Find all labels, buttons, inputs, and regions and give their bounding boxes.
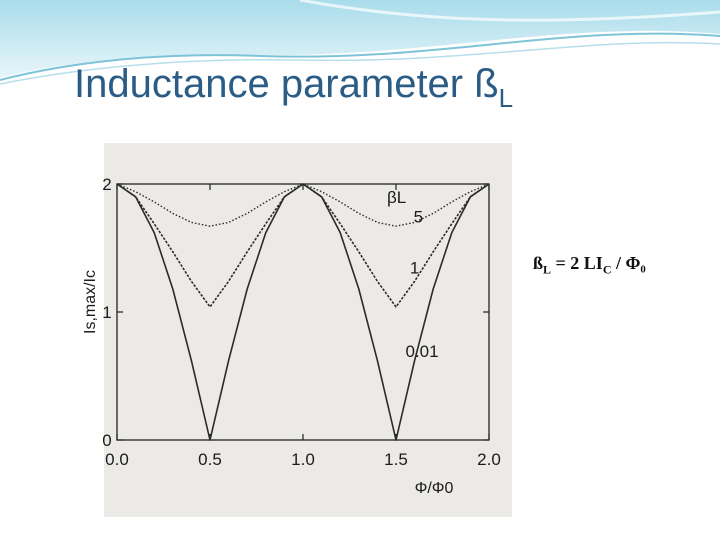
slide-title	[74, 62, 514, 113]
figure-panel	[82, 143, 512, 517]
series-label-1: 1	[409, 258, 420, 278]
series-line-5	[117, 184, 489, 226]
x-tick-label: 1.0	[291, 450, 315, 469]
x-tick-label: 0.5	[198, 450, 222, 469]
critical-current-chart	[82, 143, 512, 517]
series-label-5: 5	[413, 207, 424, 227]
series-label-0-01: 0.01	[405, 341, 439, 361]
y-tick-label: 2	[102, 175, 112, 194]
formula-subscript-c: C	[602, 262, 612, 277]
formula-middle: = 2 LI	[551, 253, 603, 273]
x-tick-label: 0.0	[105, 450, 129, 469]
formula-prefix: ß	[533, 253, 544, 273]
y-tick-label: 1	[102, 303, 112, 322]
slide-title-subscript: L	[498, 83, 514, 113]
legend-title: βL	[387, 188, 407, 207]
y-axis-label: Is,max/Ic	[82, 269, 99, 335]
x-axis-label: Φ/Φ0	[414, 480, 454, 497]
slide-title-main: Inductance parameter ß	[74, 62, 499, 106]
formula-suffix: / Φ₀	[611, 253, 646, 273]
series-line-0-01	[117, 184, 489, 440]
formula-subscript-l: L	[543, 262, 552, 277]
plot-frame	[117, 184, 489, 440]
x-tick-label: 1.5	[384, 450, 408, 469]
beta-formula	[533, 253, 646, 278]
y-tick-label: 0	[102, 431, 112, 450]
x-tick-label: 2.0	[477, 450, 501, 469]
